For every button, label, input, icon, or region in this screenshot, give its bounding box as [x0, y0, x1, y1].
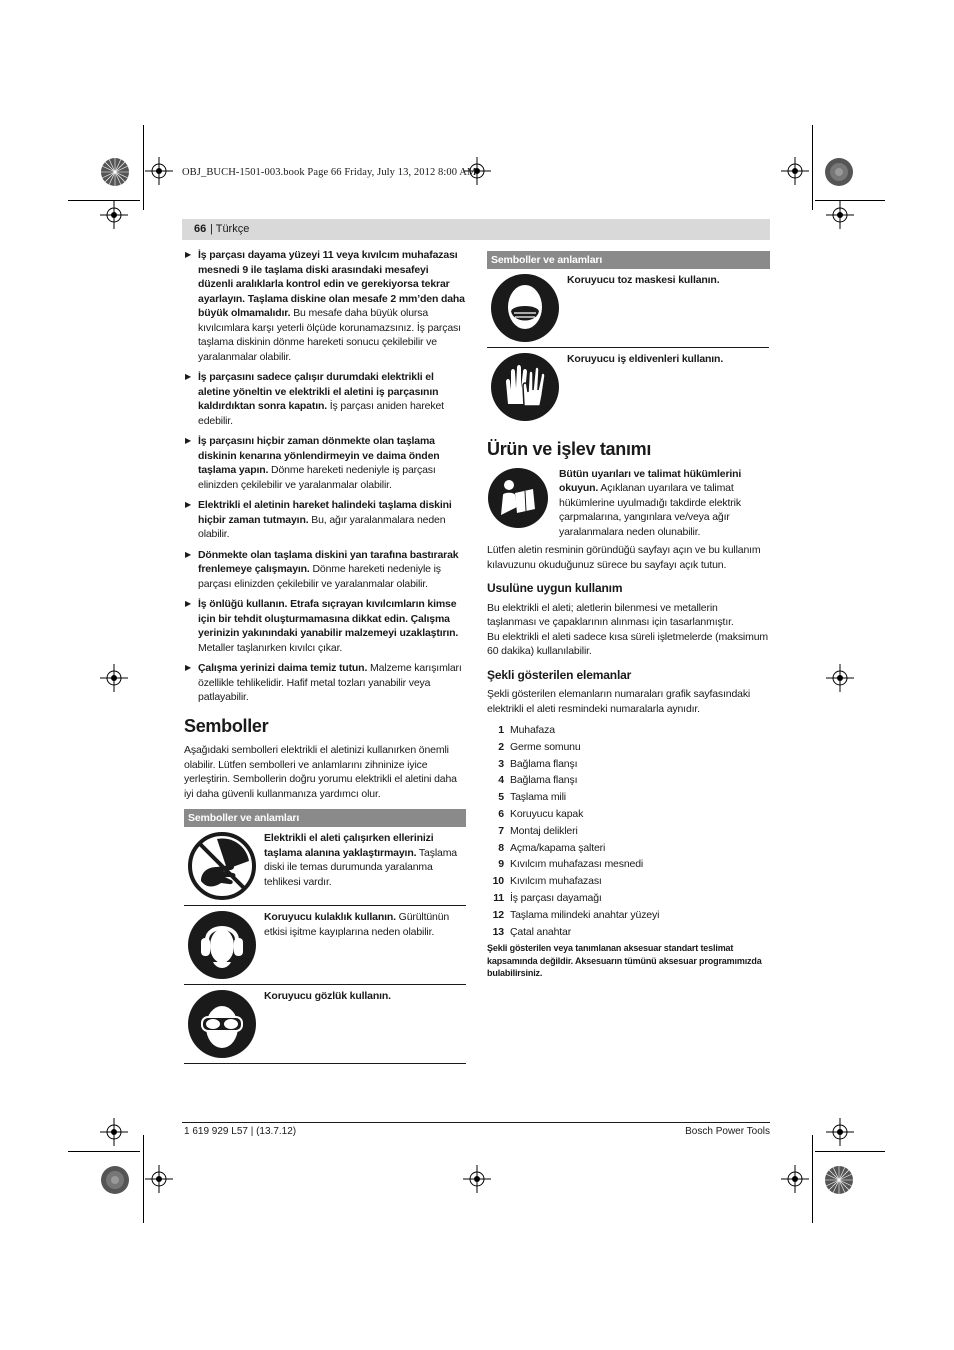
component-number: 7	[498, 824, 504, 837]
crop-line	[68, 200, 140, 201]
component-label: Taşlama mili	[510, 791, 566, 804]
gloves-icon	[490, 352, 560, 422]
component-label: Germe somunu	[510, 740, 581, 753]
language-label: Türkçe	[215, 223, 250, 235]
symbols-intro: Aşağıdaki sembolleri elektrikli el aletinizi kullanırken önemli olabilir. Lütfen sembolleri ve anlamlarını zihninize iyice yerleştirin. Sembollerin doğru yorumu elektrikli el aletini daha iyi daha güvenli kullanmanıza yardımcı olur.	[184, 744, 457, 800]
bullet-text-bold: İş parçası dayama yüzeyi 11 veya kıvılcım muhafazası mesnedi 9 ile taşlama diski arasındaki mesafeyi düzenli aralıklarla kontrol edin ve gerekiyorsa tekrar ayarlayın. Taşlama diskine olan mesafe 2 mm’den daha büyük olmamalıdır.	[198, 249, 465, 319]
crop-line	[812, 1135, 813, 1223]
footer-brand: Bosch Power Tools	[685, 1126, 770, 1137]
bullet-text-bold: Dönmekte olan taşlama diskini yan tarafına bastırarak frenlemeye çalışmayın.	[198, 548, 459, 575]
left-column	[184, 248, 466, 1064]
crop-line	[815, 200, 885, 201]
symbol-text-bold: Elektrikli el aleti çalışırken ellerinizi taşlama alanına yaklaştırmayın.	[264, 832, 434, 859]
symbol-text-bold: Koruyucu iş eldivenleri kullanın.	[567, 353, 724, 365]
component-label: Kıvılcım muhafazası mesnedi	[510, 858, 644, 871]
header-separator: |	[210, 223, 213, 235]
component-label: Kıvılcım muhafazası	[510, 875, 602, 888]
bullet-text-bold: Elektrikli el aletinin hareket halindeki taşlama diskini hiçbir zaman tutmayın.	[198, 499, 452, 526]
crosshair-icon	[100, 201, 128, 229]
dust-mask-icon	[490, 273, 560, 343]
component-number: 1	[498, 724, 504, 736]
read-manual-icon	[487, 467, 549, 529]
component-item	[487, 890, 769, 907]
bullet-text-bold: İş önlüğü kullanın. Etrafa sıçrayan kıvılcımların kimse için bir tehdit oluşturmamasına dikkat edin. Çalışma yerinizin yakınındaki yanabilir malzemeyi uzaklaştırın.	[198, 598, 459, 639]
crop-line	[143, 1135, 144, 1223]
accessory-note: Şekli gösterilen veya tanımlanan aksesuar standart teslimat kapsamında değildir. Aksesuarın tümünü aksesuar programımızda bulabilirsiniz.	[487, 943, 762, 979]
component-number: 12	[492, 908, 504, 921]
component-item	[487, 772, 769, 789]
page-number: 66	[194, 223, 207, 235]
goggles-icon	[187, 989, 257, 1059]
crosshair-icon	[145, 1165, 173, 1193]
symbols-table-header: Semboller ve anlamları	[184, 809, 466, 827]
read-warning-text: Açıklanan uyarılara ve talimat hükümlerine uyulmadığı takdirde elektrik çarpmalarına, yangınlara ve/veya ağır yaralanmalara neden olunabilir.	[559, 482, 741, 538]
symbols-heading: Semboller	[184, 715, 269, 736]
symbol-text: Taşlama diski ile temas durumunda yaralanma tehlikesi vardır.	[264, 846, 457, 888]
book-info-line: OBJ_BUCH-1501-003.book Page 66 Friday, July 13, 2012 8:00 AM	[182, 167, 477, 178]
right-column	[487, 251, 769, 980]
crop-line	[143, 125, 144, 210]
safety-bullet	[184, 661, 466, 705]
symbols-table-header: Semboller ve anlamları	[487, 251, 770, 269]
component-label: Taşlama milindeki anahtar yüzeyi	[510, 908, 660, 921]
crosshair-icon	[826, 664, 854, 692]
components-list	[487, 722, 769, 940]
bullet-text: İş parçası aniden hareket edebilir.	[198, 400, 444, 427]
safety-bullet	[184, 597, 466, 655]
components-heading: Şekli gösterilen elemanlar	[487, 667, 632, 682]
component-number: 11	[493, 891, 504, 904]
component-number: 6	[498, 807, 504, 820]
component-label: İş parçası dayamağı	[510, 891, 602, 904]
color-wheel-icon	[100, 1165, 130, 1195]
crosshair-icon	[100, 1118, 128, 1146]
bullet-text-bold: İş parçasını sadece çalışır durumdaki elektrikli el aletine yöneltin ve elektrikli el aletini iş parçasının kaldırdıktan sonra kapatın.	[198, 371, 439, 412]
component-item	[487, 924, 769, 941]
safety-bullets	[184, 248, 466, 705]
component-item	[487, 823, 769, 840]
symbol-row	[487, 269, 769, 348]
component-number: 8	[498, 841, 504, 854]
read-instructions-row	[487, 467, 769, 540]
component-number: 13	[492, 925, 504, 938]
product-heading: Ürün ve işlev tanımı	[487, 439, 652, 459]
component-item	[487, 756, 769, 773]
crosshair-icon	[826, 1118, 854, 1146]
crop-line	[815, 1151, 885, 1152]
symbol-text-bold: Koruyucu kulaklık kullanın.	[264, 911, 396, 923]
symbol-row	[184, 906, 466, 985]
crosshair-icon	[826, 201, 854, 229]
symbol-text: Gürültünün etkisi işitme kayıplarına neden olabilir.	[264, 911, 450, 938]
component-label: Muhafaza	[510, 724, 555, 736]
component-item	[487, 806, 769, 823]
component-number: 3	[498, 757, 504, 770]
crosshair-icon	[781, 157, 809, 185]
no-hand-icon	[187, 831, 257, 901]
crosshair-icon	[145, 157, 173, 185]
component-label: Bağlama flanşı	[510, 757, 578, 770]
symbol-text-bold: Koruyucu toz maskesi kullanın.	[567, 274, 720, 286]
symbol-text-bold: Koruyucu gözlük kullanın.	[264, 990, 391, 1002]
safety-bullet	[184, 498, 466, 542]
component-item	[487, 739, 769, 756]
color-wheel-icon	[100, 157, 130, 187]
symbol-row	[184, 985, 466, 1064]
component-item	[487, 789, 769, 806]
safety-bullet	[184, 248, 466, 364]
component-number: 5	[498, 791, 504, 804]
component-number: 10	[492, 875, 504, 888]
component-label: Montaj delikleri	[510, 824, 578, 837]
component-label: Çatal anahtar	[510, 925, 572, 938]
bullet-text: Bu mesafe daha büyük olursa kıvılcımlara karşı yeterli ölçüde korunamazsınız. İş parçası taşlama diskinin dönme hareketi sonucu çekilebilir ve yaralanmalar olabilir.	[198, 307, 461, 363]
page-language	[210, 223, 249, 235]
read-warning-bold: Bütün uyarıları ve talimat hükümlerini okuyun.	[559, 467, 742, 494]
component-item	[487, 856, 769, 873]
bullet-text-bold: İş parçasını hiçbir zaman dönmekte olan taşlama diskinin kenarına yönlendirmeyin ve daima önden taşlama yapın.	[198, 435, 440, 476]
usage-heading: Usulüne uygun kullanım	[487, 581, 623, 595]
bullet-text: Bu, ağır yaralanmalara neden olabilir.	[198, 513, 446, 540]
bullet-text: Malzeme karışımları özellikle tehlikelidir. Hafif metal tozları yanabilir veya patlayabilir.	[198, 662, 462, 703]
components-intro: Şekli gösterilen elemanların numaraları grafik sayfasındaki elektrikli el aleti resmindeki numaralarla aynıdır.	[487, 688, 751, 715]
page-header	[182, 219, 770, 240]
bullet-text: Metaller taşlanırken kıvılcı çıkar.	[198, 641, 343, 654]
safety-bullet	[184, 434, 466, 492]
crosshair-icon	[100, 664, 128, 692]
symbol-row	[487, 348, 769, 426]
crosshair-icon	[781, 1165, 809, 1193]
footer-divider	[182, 1122, 770, 1123]
component-number: 2	[498, 740, 504, 753]
component-item	[487, 840, 769, 857]
component-item	[487, 907, 769, 924]
component-number: 4	[498, 774, 504, 787]
crop-line	[812, 125, 813, 210]
crop-line	[68, 1151, 140, 1152]
safety-bullet	[184, 370, 466, 428]
component-label: Açma/kapama şalteri	[510, 841, 606, 854]
fold-out-text: Lütfen aletin resminin göründüğü sayfayı açın ve bu kullanım kılavuzunu okuduğunuz sürece bu sayfayı açık tutun.	[487, 544, 761, 571]
color-wheel-icon	[824, 157, 854, 187]
component-number: 9	[498, 858, 504, 871]
safety-bullet	[184, 548, 466, 592]
bullet-text: Dönme hareketi nedeniyle iş parçası elinizden çekilebilir ve yaralanmalar olabilir.	[198, 563, 441, 590]
component-item	[487, 722, 769, 739]
component-item	[487, 873, 769, 890]
crosshair-icon	[463, 1165, 491, 1193]
bullet-text-bold: Çalışma yerinizi daima temiz tutun.	[198, 662, 368, 674]
footer-doc-number: 1 619 929 L57 | (13.7.12)	[184, 1126, 297, 1137]
color-wheel-icon	[824, 1165, 854, 1195]
ear-protection-icon	[187, 910, 257, 980]
usage-text-duration: Bu elektrikli el aleti sadece kısa süreli işletmelerde (maksimum 60 dakika) kullanılabilir.	[487, 630, 769, 657]
component-label: Koruyucu kapak	[510, 807, 584, 820]
symbol-row	[184, 827, 466, 906]
bullet-text: Dönme hareketi nedeniyle iş parçası elinizden çekilebilir ve yaralanmalar olabilir.	[198, 464, 436, 491]
component-label: Bağlama flanşı	[510, 774, 578, 787]
usage-text: Bu elektrikli el aleti; aletlerin bilenmesi ve metallerin taşlanması ve çapaklarının alınması için tasarlanmıştır.	[487, 601, 734, 628]
